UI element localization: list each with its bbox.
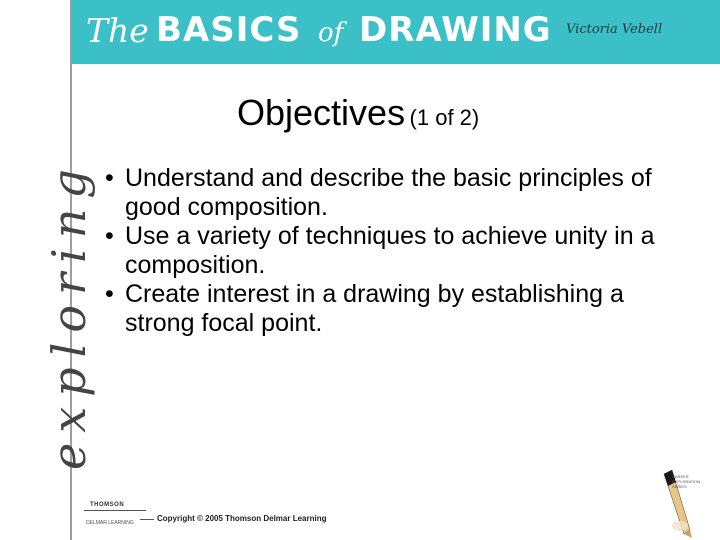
- banner-word-drawing: DRAWING: [359, 10, 552, 50]
- banner-word-basics: BASICS: [156, 10, 302, 50]
- left-sidebar: [0, 0, 96, 540]
- publisher-logo-name: THOMSON: [90, 502, 125, 508]
- objective-item: [100, 222, 680, 280]
- footer-divider: [140, 519, 154, 520]
- series-label-line: SERIES: [672, 484, 687, 489]
- objective-text: Use a variety of techniques to achieve unity in a composition.: [125, 222, 655, 279]
- banner-word-of: of: [318, 18, 344, 48]
- objective-text: Create interest in a drawing by establishing a strong focal point.: [125, 280, 624, 337]
- bullet-marker: •: [105, 280, 114, 308]
- series-label-line: CAREER: [672, 474, 689, 479]
- sidebar-vertical-word: exploring: [42, 159, 96, 470]
- objective-item: [100, 164, 680, 222]
- series-label: [672, 474, 700, 489]
- objective-item: [100, 280, 680, 338]
- banner-word-the: The: [86, 11, 149, 50]
- slide-title: [237, 90, 479, 144]
- publisher-logo: [84, 500, 144, 526]
- author-name: Victoria Vebell: [566, 22, 663, 37]
- slide-title-suffix: (1 of 2): [409, 105, 480, 130]
- series-label-line: EXPLORATION: [672, 479, 701, 484]
- publisher-logo-subtitle: DELMAR LEARNING: [86, 520, 134, 526]
- slide-title-main: Objectives: [237, 92, 406, 133]
- title-banner: [72, 0, 720, 64]
- logo-divider: [84, 510, 146, 511]
- bullet-marker: •: [105, 164, 114, 192]
- objective-text: Understand and describe the basic principles of good composition.: [125, 164, 652, 221]
- copyright-notice: Copyright © 2005 Thomson Delmar Learning: [157, 514, 327, 523]
- bullet-marker: •: [105, 222, 114, 250]
- objectives-list: [100, 164, 680, 338]
